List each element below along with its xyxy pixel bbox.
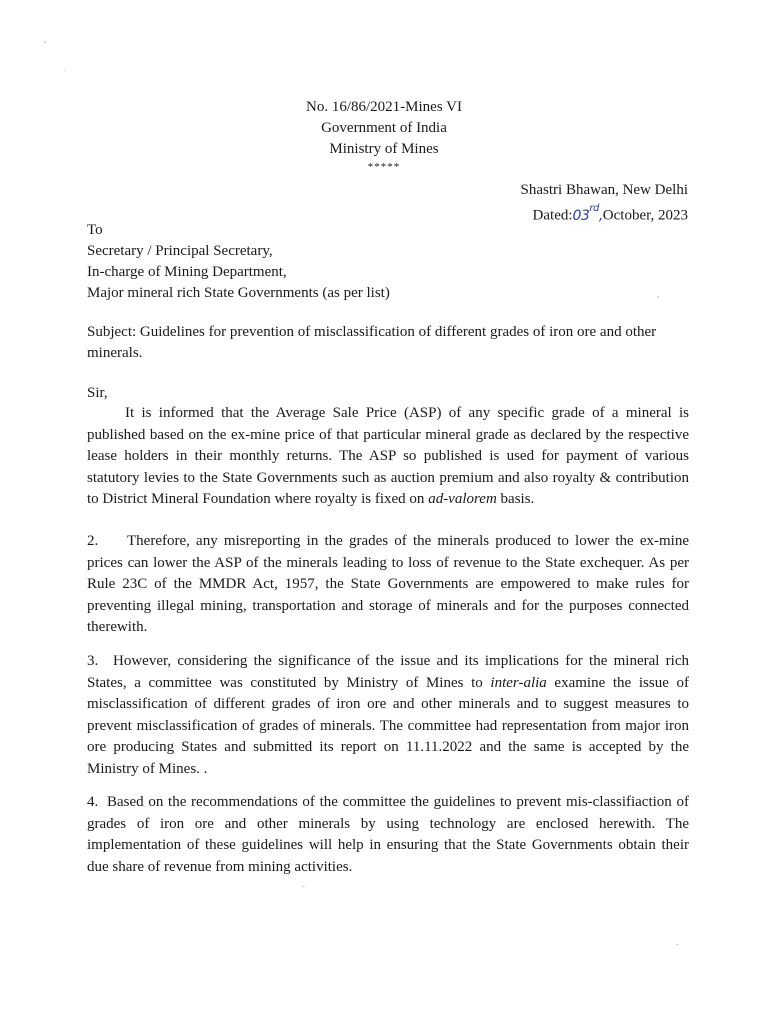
office-location: Shastri Bhawan, New Delhi: [520, 182, 688, 198]
scan-speck: [64, 70, 66, 71]
government-name: Government of India: [321, 120, 447, 136]
paragraph-1-italic: ad-valorem: [428, 491, 497, 507]
paragraph-2: 2. Therefore, any misreporting in the grades of the minerals produced to lower the ex-mine prices can lower the ASP of the minerals leading to loss of revenue to the State exchequer. As per Rule 23C of the MMDR Act, 1957, the State Governments are empowered to make rules for preventing illegal mining, transportation and storage of minerals and for the purposes connected therewith.: [87, 533, 689, 635]
address-line-1: Secretary / Principal Secretary,: [87, 243, 273, 259]
recipient-address: [87, 220, 390, 304]
paragraph-3: 3. However, considering the significance of the issue and its implications for the mineral rich States, a committee was constituted by Ministry of Mines to inter-alia examine the issue of misclassification of different grades of iron ore and other minerals and to suggest measures to prevent misclassification of grades of minerals. The committee had representation from major iron ore producing States and submitted its report on 11.11.2022 and the same is accepted by the Ministry of Mines. .: [87, 653, 689, 777]
paragraph-4: 4. Based on the recommendations of the committee the guidelines to prevent mis-classifiaction of grades of iron ore and other minerals by using technology are enclosed herewith. The implementation of these guidelines will help in ensuring that the State Governments obtain their due share of revenue from mining activities.: [87, 794, 689, 875]
scan-speck: [302, 886, 305, 887]
salutation: Sir,: [87, 385, 108, 401]
dated-month-year: October, 2023: [602, 207, 688, 224]
paragraph-4-number: 4.: [87, 794, 99, 810]
address-line-3: Major mineral rich State Governments (as per list): [87, 285, 390, 301]
dated-prefix: Dated:: [532, 207, 573, 224]
paragraph-2-number: 2.: [87, 533, 99, 549]
letter-header: [250, 97, 518, 174]
letter-date: [521, 201, 688, 227]
handwritten-date-day: 03rd,: [572, 203, 603, 224]
place-and-date: [521, 180, 688, 227]
header-separator-stars: *****: [367, 161, 401, 173]
scan-speck: [676, 944, 679, 945]
address-to: To: [87, 222, 103, 238]
reference-number: No. 16/86/2021-Mines VI: [306, 99, 462, 115]
address-line-2: In-charge of Mining Department,: [87, 264, 287, 280]
paragraph-1: It is informed that the Average Sale Price (ASP) of any specific grade of a mineral is published based on the ex-mine price of that particular mineral grade as declared by the respective lease holders in their monthly returns. The ASP so published is used for payment of various statutory levies to the State Governments such as auction premium and also royalty & contribution to District Mineral Foundation where royalty is fixed on ad-valorem basis.: [87, 405, 689, 507]
scan-speck: [44, 41, 46, 43]
letter-subject: Subject: Guidelines for prevention of misclassification of different grades of iron ore and other minerals.: [87, 324, 657, 361]
paragraph-3-number: 3.: [87, 653, 99, 669]
ministry-name: Ministry of Mines: [329, 141, 439, 157]
paragraph-3-italic: inter-alia: [490, 674, 547, 691]
scan-speck: [657, 296, 659, 298]
